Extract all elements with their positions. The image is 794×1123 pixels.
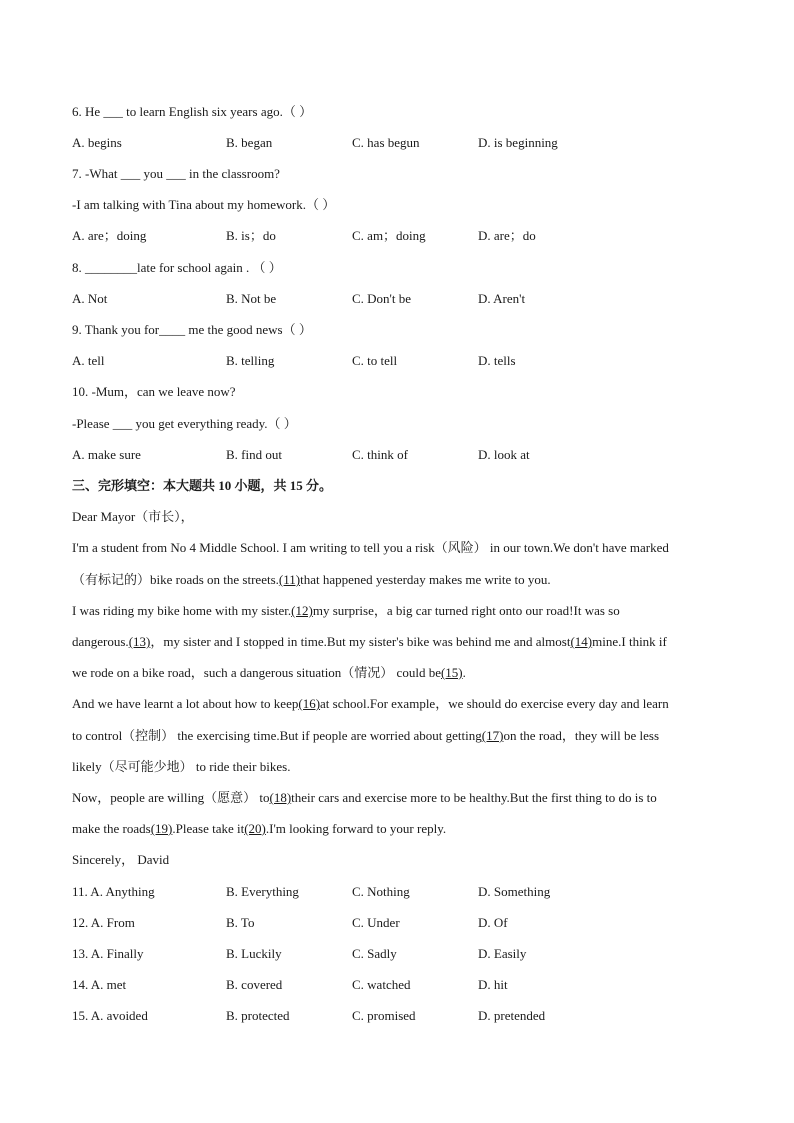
option-a: A. are；doing [72, 228, 147, 243]
option-c: C. Sadly [352, 946, 397, 961]
option-a: A. Not [72, 291, 108, 306]
option-d: D. Something [478, 884, 551, 899]
option-b: B. protected [226, 1008, 290, 1023]
option-a: A. tell [72, 353, 105, 368]
passage-line [72, 726, 718, 746]
cloze-options-12 [72, 913, 722, 933]
passage-text: I was riding my bike home with my sister. [72, 603, 292, 618]
option-a: A. begins [72, 135, 122, 150]
passage-text: And we have learnt a lot about how to keep [72, 696, 299, 711]
option-b: B. is；do [226, 228, 276, 243]
question-9-options [72, 351, 722, 371]
option-c: C. Don't be [352, 291, 412, 306]
passage-text: to control（控制） the exercising time.But if people are worried about getting [72, 728, 482, 743]
question-7-options [72, 226, 722, 246]
option-c: C. Nothing [352, 884, 410, 899]
passage-line [72, 632, 718, 652]
option-b: B. covered [226, 977, 283, 992]
option-d: D. hit [478, 977, 508, 992]
passage-text: make the roads [72, 821, 151, 836]
option-d: D. are；do [478, 228, 536, 243]
passage-line: likely（尽可能少地） to ride their bikes. [72, 759, 291, 774]
blank-18: (18) [269, 790, 292, 805]
passage-text: mine.I think if [592, 634, 667, 649]
question-6-stem: 6. He ___ to learn English six years ago.（ ） [72, 104, 313, 119]
passage-text: that happened yesterday makes me write to you. [300, 572, 551, 587]
passage-text: ，my sister and I stopped in time.But my sister's bike was behind me and almost [150, 634, 571, 649]
option-c: C. watched [352, 977, 411, 992]
passage-line [72, 819, 718, 839]
passage-line: I'm a student from No 4 Middle School. I am writing to tell you a risk（风险） in our town.We don't have marked [72, 540, 669, 555]
passage-text: at school.For example，we should do exercise every day and learn [320, 696, 669, 711]
option-a: 15. A. avoided [72, 1008, 148, 1023]
option-c: C. has begun [352, 135, 420, 150]
passage-line [72, 570, 718, 590]
passage-line [72, 694, 718, 714]
option-d: D. Of [478, 915, 508, 930]
passage-line [72, 788, 718, 808]
option-b: B. began [226, 135, 273, 150]
blank-16: (16) [298, 696, 321, 711]
option-a: A. make sure [72, 447, 141, 462]
question-6-options [72, 133, 722, 153]
option-b: B. Everything [226, 884, 299, 899]
passage-text: dangerous. [72, 634, 129, 649]
option-c: C. am；doing [352, 228, 426, 243]
question-7-stem: 7. -What ___ you ___ in the classroom? [72, 166, 280, 181]
passage-text: （有标记的）bike roads on the streets. [72, 572, 279, 587]
cloze-options-13 [72, 944, 722, 964]
passage-text: .Please take it [172, 821, 245, 836]
option-c: C. promised [352, 1008, 416, 1023]
option-b: B. find out [226, 447, 282, 462]
question-7-stem-reply: -I am talking with Tina about my homework.（ ） [72, 197, 336, 212]
cloze-options-15 [72, 1006, 722, 1026]
blank-20: (20) [244, 821, 266, 836]
option-b: B. Luckily [226, 946, 282, 961]
section-heading: 三、完形填空：本大题共 10 小题，共 15 分。 [72, 478, 333, 493]
option-c: C. Under [352, 915, 400, 930]
passage-line [72, 601, 718, 621]
passage-text: .I'm looking forward to your reply. [265, 821, 447, 836]
question-10-options [72, 445, 722, 465]
passage-text: Now，people are willing（愿意） to [72, 790, 270, 805]
option-d: D. Easily [478, 946, 527, 961]
option-d: D. look at [478, 447, 530, 462]
option-c: C. think of [352, 447, 408, 462]
blank-12: (12) [291, 603, 313, 618]
option-b: B. Not be [226, 291, 277, 306]
option-a: 14. A. met [72, 977, 127, 992]
blank-17: (17) [481, 728, 504, 743]
cloze-options-14 [72, 975, 722, 995]
blank-19: (19) [150, 821, 173, 836]
letter-greeting: Dear Mayor（市长）， [72, 509, 194, 524]
question-10-stem-reply: -Please ___ you get everything ready.（ ） [72, 416, 297, 431]
passage-text: on the road，they will be less [503, 728, 660, 743]
option-d: D. Aren't [478, 291, 526, 306]
option-a: 13. A. Finally [72, 946, 144, 961]
option-c: C. to tell [352, 353, 398, 368]
question-10-stem: 10. -Mum，can we leave now? [72, 384, 236, 399]
letter-closing: Sincerely， David [72, 852, 170, 867]
blank-11: (11) [278, 572, 301, 587]
option-a: 11. A. Anything [72, 884, 155, 899]
option-d: D. tells [478, 353, 516, 368]
option-b: B. telling [226, 353, 275, 368]
passage-text: we rode on a bike road，such a dangerous situation（情况） could be [72, 665, 441, 680]
passage-text: . [462, 665, 466, 680]
cloze-options-11 [72, 882, 722, 902]
blank-14: (14) [570, 634, 593, 649]
blank-13: (13) [128, 634, 151, 649]
passage-text: their cars and exercise more to be healthy.But the first thing to do is to [291, 790, 657, 805]
blank-15: (15) [440, 665, 463, 680]
option-d: D. is beginning [478, 135, 558, 150]
question-9-stem: 9. Thank you for____ me the good news（ ） [72, 322, 312, 337]
question-8-options [72, 289, 722, 309]
option-d: D. pretended [478, 1008, 546, 1023]
option-a: 12. A. From [72, 915, 135, 930]
passage-line [72, 663, 718, 683]
option-b: B. To [226, 915, 255, 930]
passage-text: my surprise，a big car turned right onto our road!It was so [312, 603, 620, 618]
question-8-stem: 8. ________late for school again . （ ） [72, 260, 282, 275]
